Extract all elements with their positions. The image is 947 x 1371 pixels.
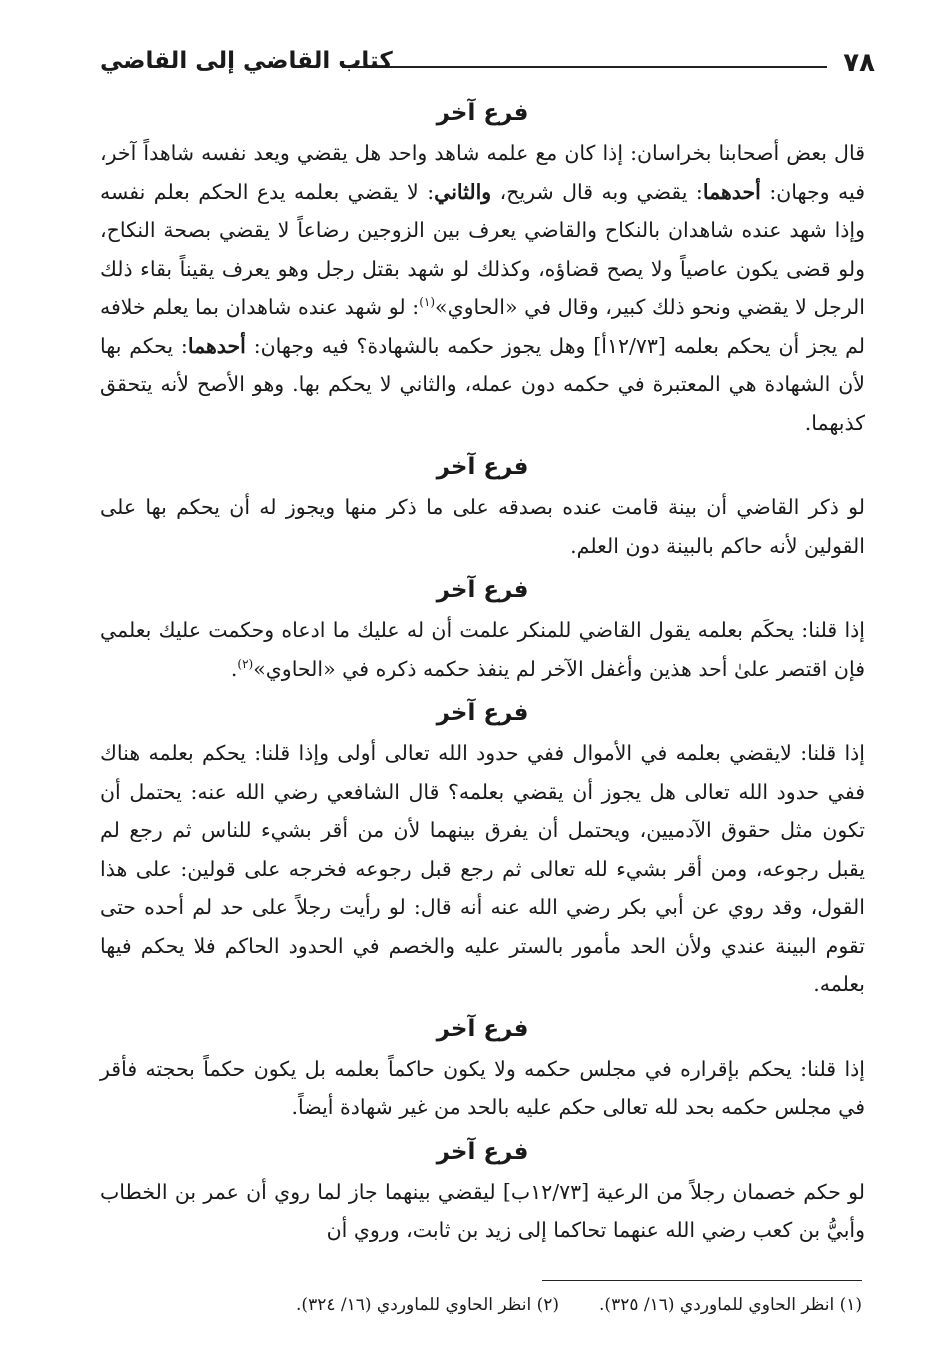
- text-run: : يحكم بها لأن الشهادة هي المعتبرة في حكمه دون عمله، والثاني لا يحكم بها. وهو الأصح لأنه يتحقق كذبهما.: [100, 333, 865, 435]
- footnote-1: (١) انظر الحاوي للماوردي (١٦/ ٣٢٥).: [599, 1295, 862, 1315]
- text-run: إذا قلنا: يحكَم بعلمه يقول القاضي للمنكر علمت أن له عليك ما ادعاه وحكمت عليك بعلمي فإن اقتصر علىٰ أحد هذين وأغفل الآخر لم ينفذ حكمه ذكره في «الحاوي»: [100, 618, 865, 681]
- bold-term: أحدهما: [702, 179, 761, 204]
- footnotes: [142, 1290, 862, 1320]
- section-paragraph: [100, 734, 865, 1004]
- section-paragraph: [100, 488, 865, 565]
- text-run: لو ذكر القاضي أن بينة قامت عنده بصدقه على ما ذكر منها ويجوز له أن يحكم بها على القولين لأنه حاكم بالبينة دون العلم.: [100, 495, 865, 558]
- page-body: [100, 94, 865, 1256]
- section-paragraph: [100, 134, 865, 442]
- section-paragraph: [100, 611, 865, 688]
- text-run: لو حكم خصمان رجلاً من الرعية [١٢/٧٣ب] ليقضي بينهما جاز لما روي أن عمر بن الخطاب وأبيُّ بن كعب رضي الله عنهما تحاكما إلى زيد بن ثابت، وروي أن: [100, 1179, 865, 1242]
- footnote-rule: [542, 1280, 862, 1281]
- text-run: قال بعض أصحابنا بخراسان: إذا كان مع علمه شاهد واحد هل يقضي ويعد نفسه شاهداً آخر، فيه وجهان:: [100, 141, 865, 204]
- footnote-reference: (٢): [237, 656, 254, 671]
- section-heading: فرع آخر: [436, 454, 529, 480]
- text-run: إذا قلنا: يحكم بإقراره في مجلس حكمه ولا يكون حاكماً بعلمه بل يكون حكماً بحجته فأقر في مجلس حكمه بحد لله تعالى حكم عليه بالحد من غير شهادة أيضاً.: [100, 1056, 865, 1119]
- section-heading: فرع آخر: [436, 100, 529, 126]
- bold-term: أحدهما: [187, 333, 246, 358]
- text-run: : لا يقضي بعلمه يدع الحكم بعلم نفسه وإذا شهد عنده شاهدان بالنكاح والقاضي يعرف بين الزوجين رضاعاً لا يقضي بصحة النكاح، ولو قضى يكون عاصياً ولا يصح قضاؤه، وكذلك لو شهد بقتل رجل وهو يعرف يقيناً بقاء ذلك الرجل لا يقضي ونحو ذلك كبير، وقال في «الحاوي»: [100, 179, 866, 319]
- text-run: إذا قلنا: لايقضي بعلمه في الأموال ففي حدود الله تعالى أولى وإذا قلنا: يحكم بعلمه هناك ففي حدود الله تعالى هل يجوز أن يقضي بعلمه؟ قال الشافعي رضي الله عنه: يحتمل أن تكون مثل حقوق الآدميين، ويحتمل أن يفرق بينهما لأن من أقر بشيء للناس ثم رجع لم يقبل رجوعه، ومن أقر بشيء لله تعالى ثم رجع قبل رجوعه فخرجه على قولين: على هذا القول، وقد روي عن أبي بكر رضي الله عنه أنه قال: لو رأيت رجلاً على حد لم أحده حتى تقوم البينة عندي ولأن الحد مأمور بالستر عليه والخصم في الحدود الحاكم فلا يحكم فيها بعلمه.: [100, 741, 865, 996]
- section-heading: فرع آخر: [436, 1138, 529, 1165]
- header-rule: [342, 66, 827, 68]
- text-run: : لو شهد عنده شاهدان بما يعلم خلافه لم يجز أن يحكم بعلمه [١٢/٧٣أ] وهل يجوز حكمه بالشهادة؟ فيه وجهان:: [100, 295, 865, 358]
- bold-term: والثاني: [434, 179, 492, 204]
- page-header: [100, 44, 875, 84]
- section-heading: فرع آخر: [436, 577, 529, 603]
- section-heading: فرع آخر: [436, 1015, 529, 1042]
- section-heading: فرع آخر: [436, 700, 529, 726]
- text-run: : يقضي وبه قال شريح،: [491, 179, 703, 204]
- footnote-2: (٢) انظر الحاوي للماوردي (١٦/ ٣٢٤).: [296, 1295, 560, 1315]
- section-paragraph: [100, 1173, 865, 1250]
- section-paragraph: [100, 1050, 865, 1127]
- footnote-reference: (١): [419, 295, 436, 310]
- page-number: ٧٨: [843, 48, 875, 78]
- running-title: كتاب القاضي إلى القاضي: [100, 48, 393, 74]
- text-run: .: [230, 656, 238, 681]
